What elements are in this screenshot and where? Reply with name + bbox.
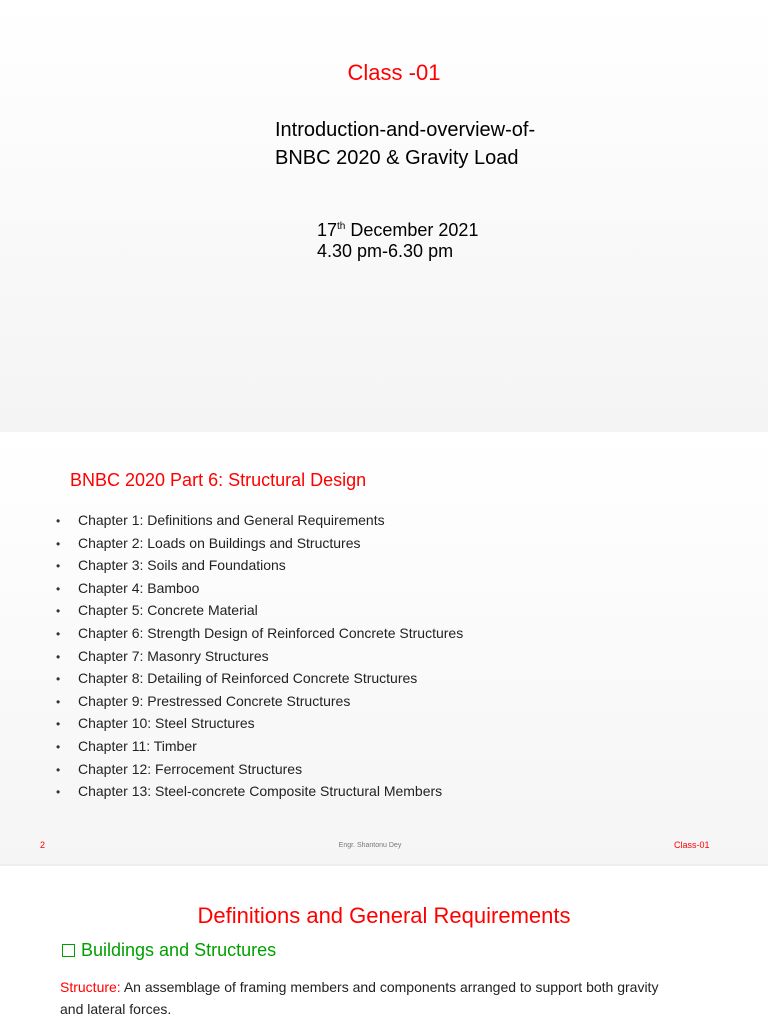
date-suffix: th [337,221,346,232]
chapters-slide [0,432,768,864]
footer-author: Engr. Shantonu Dey [338,842,402,849]
structure-definition [60,976,660,1020]
list-item: • Chapter 12: Ferrocement Structures [56,759,463,782]
list-item: • Chapter 13: Steel-concrete Composite Structural Members [56,781,463,804]
list-item: • Chapter 8: Detailing of Reinforced Concrete Structures [56,668,463,691]
list-item: • Chapter 6: Strength Design of Reinforced Concrete Structures [56,623,463,646]
bullet-icon: • [56,604,61,619]
list-item: • Chapter 4: Bamboo [56,578,463,601]
date-day: 17 [317,220,338,240]
chapter-list [56,510,463,804]
bullet-icon: • [56,559,61,574]
intro-line-1: Introduction-and-overview-of- [275,119,536,141]
definitions-slide [0,866,768,1024]
bullet-icon: • [56,649,61,664]
subheading-text: Buildings and Structures [81,940,277,960]
list-item: • Chapter 7: Masonry Structures [56,646,463,669]
bullet-icon: • [56,672,61,687]
bullet-icon: • [56,514,61,528]
list-item: • Chapter 5: Concrete Material [56,600,463,623]
part-title: BNBC 2020 Part 6: Structural Design [70,470,367,490]
footer-class-label: Class-01 [674,840,710,850]
list-item: • Chapter 2: Loads on Buildings and Structures [56,533,463,556]
list-item: • Chapter 1: Definitions and General Requirements [56,510,463,533]
title-slide [0,0,768,432]
bullet-icon: • [56,762,61,777]
bullet-icon: • [56,739,61,754]
subheading [62,940,276,961]
lecture-time: 4.30 pm-6.30 pm [317,241,454,261]
bullet-icon: • [56,717,61,732]
checkbox-bullet-icon [62,944,75,957]
class-title: Class -01 [347,60,441,85]
date-month-year: December 2021 [345,220,479,240]
definitions-title: Definitions and General Requirements [197,903,571,928]
page-number: 2 [40,840,46,850]
bullet-icon: • [56,694,61,709]
bullet-icon: • [56,785,61,800]
bullet-icon: • [56,626,61,641]
list-item: • Chapter 9: Prestressed Concrete Structures [56,691,463,714]
intro-line-2: BNBC 2020 & Gravity Load [275,147,519,169]
term-label: Structure: [60,979,121,995]
list-item: • Chapter 11: Timber [56,736,463,759]
bullet-icon: • [56,581,61,596]
list-item: • Chapter 3: Soils and Foundations [56,555,463,578]
definition-text: An assemblage of framing members and components arranged to support both gravity and lateral forces. [60,979,659,1017]
list-item: • Chapter 10: Steel Structures [56,713,463,736]
bullet-icon: • [56,536,61,551]
lecture-date [317,215,478,242]
